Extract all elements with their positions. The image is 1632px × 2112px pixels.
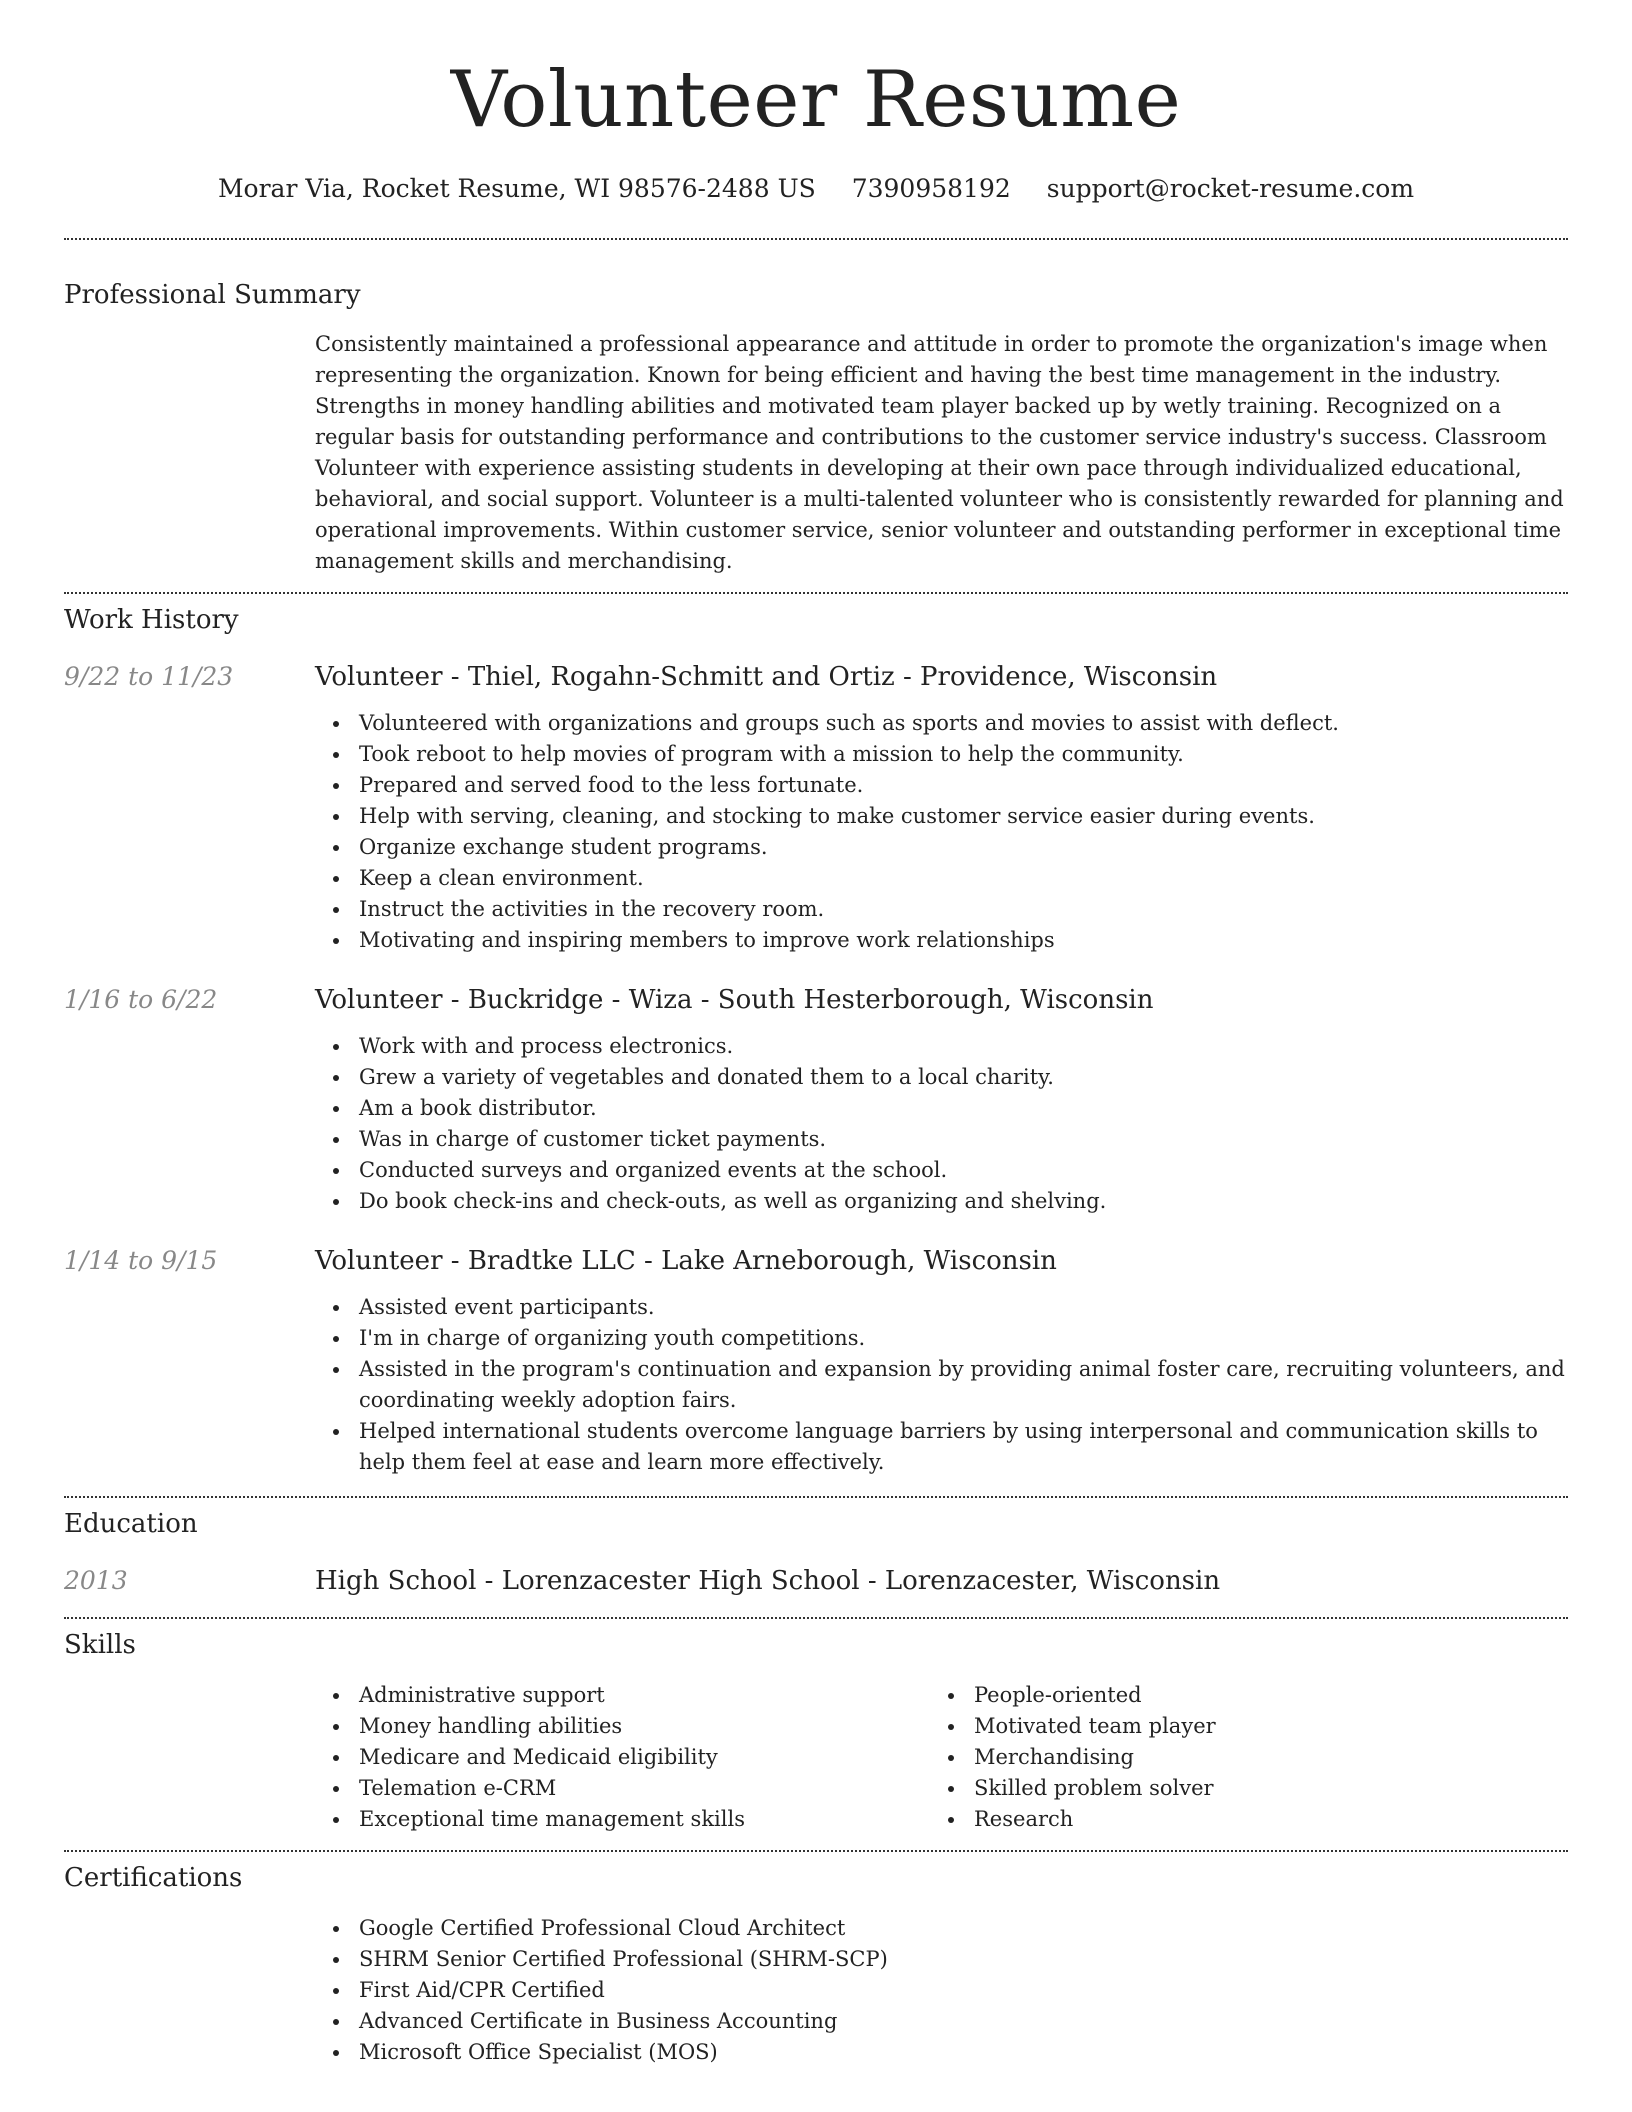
list-item: Volunteered with organizations and groups such as sports and movies to assist with deflect. [359, 708, 1568, 739]
summary-heading: Professional Summary [64, 280, 361, 310]
contact-phone: 7390958192 [851, 174, 1011, 203]
divider [64, 1617, 1568, 1619]
list-item: Instruct the activities in the recovery room. [359, 894, 1568, 925]
work-history-section [64, 603, 1568, 1478]
job-dates: 9/22 to 11/23 [64, 662, 234, 691]
certification-item: Advanced Certificate in Business Accounting [359, 2006, 1568, 2037]
job-entry [64, 1244, 1568, 1478]
certification-item: SHRM Senior Certified Professional (SHRM-SCP) [359, 1944, 1568, 1975]
skills-list-right [930, 1680, 1545, 1835]
certification-item: Google Certified Professional Cloud Architect [359, 1913, 1568, 1944]
divider [64, 1496, 1568, 1498]
list-item: Help with serving, cleaning, and stocking to make customer service easier during events. [359, 801, 1568, 832]
skills-list-left [315, 1680, 930, 1835]
skill-item: Telemation e-CRM [359, 1773, 930, 1804]
list-item: Was in charge of customer ticket payments. [359, 1124, 1568, 1155]
divider [64, 1850, 1568, 1852]
list-item: Assisted in the program's continuation and expansion by providing animal foster care, recruiting volunteers, and coordinating weekly adoption fairs. [359, 1354, 1568, 1416]
list-item: Helped international students overcome language barriers by using interpersonal and communication skills to help them feel at ease and learn more effectively. [359, 1416, 1568, 1478]
contact-email: support@rocket-resume.com [1046, 174, 1415, 203]
summary-text: Consistently maintained a professional appearance and attitude in order to promote the organization's image when representing the organization. Known for being efficient and having the best time management in the industry. Strengths in money handling abilities and motivated team player backed up by wetly training. Recognized on a regular basis for outstanding performance and contributions to the customer service industry's success. Classroom Volunteer with experience assisting students in developing at their own pace through individualized educational, behavioral, and social support. Volunteer is a multi-talented volunteer who is consistently rewarded for planning and operational improvements. Within customer service, senior volunteer and outstanding performer in exceptional time management skills and merchandising. [315, 332, 1564, 573]
skill-item: People-oriented [974, 1680, 1545, 1711]
education-title: High School - Lorenzacester High School - Lorenzacester, Wisconsin [315, 1566, 1221, 1596]
skill-item: Merchandising [974, 1742, 1545, 1773]
divider [64, 592, 1568, 594]
list-item: Work with and process electronics. [359, 1031, 1568, 1062]
job-dates: 1/16 to 6/22 [64, 985, 218, 1014]
list-item: Motivating and inspiring members to improve work relationships [359, 925, 1568, 956]
job-entry [64, 660, 1568, 956]
job-title: Volunteer - Bradtke LLC - Lake Arneborough, Wisconsin [315, 1246, 1057, 1276]
skill-item: Money handling abilities [359, 1711, 930, 1742]
summary-section [64, 278, 1568, 577]
list-item: Am a book distributor. [359, 1093, 1568, 1124]
certifications-section [64, 1861, 1568, 2068]
certifications-heading: Certifications [64, 1863, 243, 1893]
education-section [64, 1507, 1568, 1598]
job-entry [64, 983, 1568, 1217]
job-dates: 1/14 to 9/15 [64, 1246, 218, 1275]
divider [64, 238, 1568, 240]
list-item: Assisted event participants. [359, 1292, 1568, 1323]
work-history-heading: Work History [64, 605, 239, 635]
skill-item: Skilled problem solver [974, 1773, 1545, 1804]
job-title: Volunteer - Thiel, Rogahn-Schmitt and Ortiz - Providence, Wisconsin [315, 662, 1218, 692]
job-bullets [315, 708, 1568, 956]
resume-title: Volunteer Resume [450, 55, 1182, 145]
list-item: Do book check-ins and check-outs, as well as organizing and shelving. [359, 1186, 1568, 1217]
list-item: I'm in charge of organizing youth competitions. [359, 1323, 1568, 1354]
certification-item: First Aid/CPR Certified [359, 1975, 1568, 2006]
skill-item: Research [974, 1804, 1545, 1835]
list-item: Prepared and served food to the less fortunate. [359, 770, 1568, 801]
skill-item: Exceptional time management skills [359, 1804, 930, 1835]
list-item: Conducted surveys and organized events at the school. [359, 1155, 1568, 1186]
education-heading: Education [64, 1509, 198, 1539]
list-item: Keep a clean environment. [359, 863, 1568, 894]
certification-item: Microsoft Office Specialist (MOS) [359, 2037, 1568, 2068]
contact-line [64, 174, 1568, 204]
skill-item: Motivated team player [974, 1711, 1545, 1742]
contact-address: Morar Via, Rocket Resume, WI 98576-2488 US [217, 174, 816, 203]
list-item: Took reboot to help movies of program with a mission to help the community. [359, 739, 1568, 770]
skills-section [64, 1628, 1568, 1835]
list-item: Organize exchange student programs. [359, 832, 1568, 863]
list-item: Grew a variety of vegetables and donated them to a local charity. [359, 1062, 1568, 1093]
certifications-list [315, 1913, 1568, 2068]
job-bullets [315, 1292, 1568, 1478]
skills-heading: Skills [64, 1630, 136, 1660]
skill-item: Medicare and Medicaid eligibility [359, 1742, 930, 1773]
education-year: 2013 [64, 1566, 128, 1595]
job-title: Volunteer - Buckridge - Wiza - South Hesterborough, Wisconsin [315, 985, 1154, 1015]
job-bullets [315, 1031, 1568, 1217]
skill-item: Administrative support [359, 1680, 930, 1711]
